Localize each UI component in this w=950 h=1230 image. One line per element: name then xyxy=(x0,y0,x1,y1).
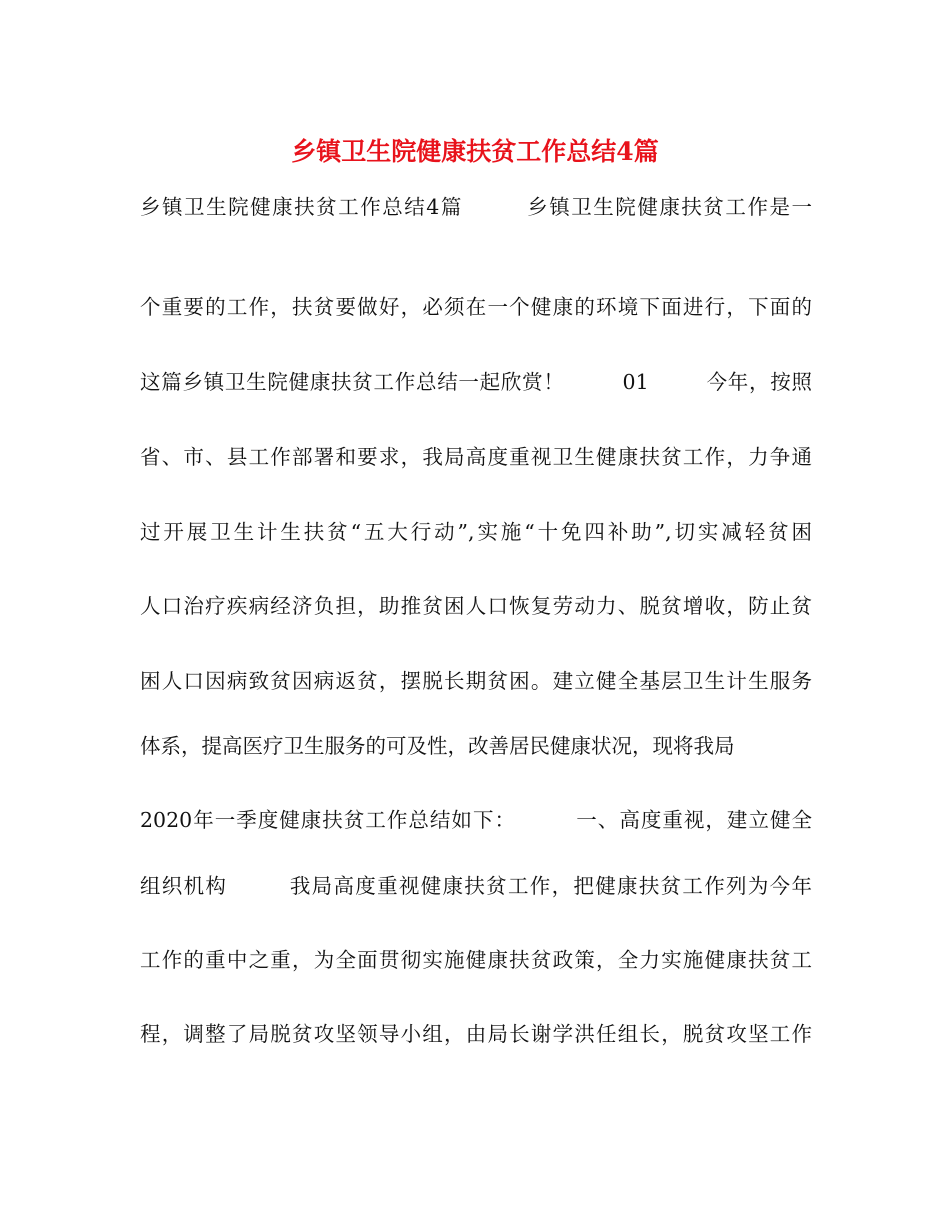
body-line: 组织机构 我局高度重视健康扶贫工作，把健康扶贫工作列为今年 xyxy=(140,874,812,898)
body-line: 体系，提高医疗卫生服务的可及性，改善居民健康状况，现将我局 xyxy=(140,734,735,758)
body-line: 人口治疗疾病经济负担，助推贫困人口恢复劳动力、脱贫增收，防止贫 xyxy=(140,594,812,618)
body-line: 程，调整了局脱贫攻坚领导小组，由局长谢学洪任组长，脱贫攻坚工作 xyxy=(140,1022,812,1046)
body-line: 乡镇卫生院健康扶贫工作总结4篇 乡镇卫生院健康扶贫工作是一 xyxy=(140,195,812,219)
body-line: 个重要的工作，扶贫要做好，必须在一个健康的环境下面进行，下面的 xyxy=(140,295,812,319)
body-line: 省、市、县工作部署和要求，我局高度重视卫生健康扶贫工作，力争通 xyxy=(140,445,812,469)
body-line: 这篇乡镇卫生院健康扶贫工作总结一起欣赏！ 01 今年，按照 xyxy=(140,370,812,394)
body-line: 2020年一季度健康扶贫工作总结如下： 一、高度重视，建立健全 xyxy=(140,808,812,832)
body-line: 过开展卫生计生扶贫“五大行动”,实施“十免四补助”,切实减轻贫困 xyxy=(140,520,812,544)
body-line: 困人口因病致贫因病返贫，摆脱长期贫困。建立健全基层卫生计生服务 xyxy=(140,669,812,693)
body-line: 工作的重中之重，为全面贯彻实施健康扶贫政策，全力实施健康扶贫工 xyxy=(140,948,812,972)
document-title: 乡镇卫生院健康扶贫工作总结4篇 xyxy=(291,137,659,166)
